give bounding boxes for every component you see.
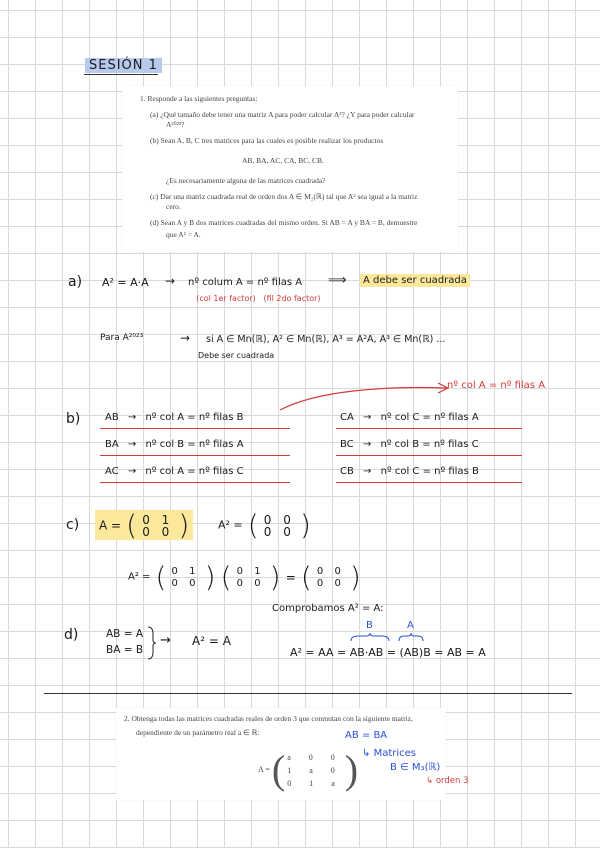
notes2-matrices: Matrices xyxy=(373,748,417,759)
brace-b-icon xyxy=(350,632,390,642)
matrix-body xyxy=(287,751,343,790)
underline-red xyxy=(336,482,522,483)
answer-d-hyp2: BA = B xyxy=(106,644,144,656)
arrow-icon: → xyxy=(127,439,137,450)
session-title xyxy=(85,58,162,73)
underline-red xyxy=(100,428,290,429)
session-underline xyxy=(84,74,158,75)
answer-c-a2 xyxy=(218,510,311,540)
product-relation: nº col B = nº filas C xyxy=(380,439,479,450)
answer-d-mark-b: B xyxy=(366,620,373,631)
underline-red xyxy=(100,482,290,483)
answer-a-implies: ⟹ xyxy=(328,273,347,288)
paren-close: ) xyxy=(269,560,281,594)
answer-a-note-fil: (fil 2do factor) xyxy=(263,294,321,303)
underline-red xyxy=(336,428,522,429)
arrow-icon: → xyxy=(127,412,137,423)
answer-d-arrow: → xyxy=(160,633,171,648)
answer-a-label: a) xyxy=(68,274,83,290)
answer-c-matrix-a xyxy=(95,510,193,540)
notes2-equation: AB = BA xyxy=(345,730,388,741)
session-title-text: SESIÓN 1 xyxy=(85,58,162,73)
product-label: BA xyxy=(105,439,119,450)
answer-a-condition: nº colum A = nº filas A xyxy=(188,277,303,288)
exercise1-line: (b) Sean A, B, C tres matrices para las cuales es posible realizar los productos xyxy=(150,136,384,145)
matrix-label: A = xyxy=(258,765,270,775)
matrix-label: A² = xyxy=(128,571,151,583)
notes2-order: ↳ orden 3 xyxy=(426,776,469,786)
answer-a-result xyxy=(360,275,470,286)
product-label: BC xyxy=(340,439,354,450)
answer-b-right-row xyxy=(340,412,479,423)
product-relation: nº col C = nº filas B xyxy=(380,466,479,477)
exercise1-line: ¿Es necesariamente alguna de las matrices cuadrada? xyxy=(166,176,326,185)
paren-close: ) xyxy=(349,560,361,594)
paren-open: ( xyxy=(220,560,232,594)
matrix-row: 0 1 xyxy=(236,565,265,577)
exercise1-line: (a) ¿Qué tamaño debe tener una matriz A para poder calcular A²? ¿Y para poder calcular xyxy=(150,110,415,119)
answer-d-check: Comprobamos A² = A: xyxy=(272,603,384,614)
answer-a-result-text: A debe ser cuadrada xyxy=(360,274,470,287)
product-label: CB xyxy=(340,466,354,477)
hook-arrow-icon: ↳ xyxy=(362,748,371,759)
paren-close: ) xyxy=(344,747,359,793)
matrix-row: 0 0 xyxy=(236,577,265,589)
arrow-icon: → xyxy=(362,439,372,450)
product-label: AC xyxy=(105,466,119,477)
answer-a-para: Para A²⁰²³ xyxy=(100,333,144,343)
underline-red xyxy=(100,455,290,456)
product-relation: nº col B = nº filas A xyxy=(145,439,244,450)
product-label: CA xyxy=(340,412,354,423)
matrix-label: A = xyxy=(99,518,122,533)
exercise1-line: 1. Responde a las siguientes preguntas: xyxy=(140,94,258,103)
matrix-row: 0 0 xyxy=(142,524,174,539)
product-relation: nº col C = nº filas A xyxy=(380,412,479,423)
answer-b-left-row xyxy=(105,466,244,477)
matrix-body xyxy=(172,566,200,590)
matrix-body xyxy=(264,514,295,538)
paren-open: ( xyxy=(247,508,259,542)
matrix-body xyxy=(317,566,345,590)
exercise1-card xyxy=(122,86,458,252)
arrow-icon: → xyxy=(363,412,372,423)
paren-open: ( xyxy=(126,508,138,542)
matrix-row: 1 a 0 xyxy=(287,765,343,775)
answer-d-proof: A² = AA = AB·AB = (AB)B = AB = A xyxy=(290,646,486,659)
paren-open: ( xyxy=(300,560,312,594)
paren-open: ( xyxy=(155,560,167,594)
brace-icon xyxy=(147,626,157,660)
answer-c-product xyxy=(128,562,361,592)
matrix-row: 0 0 xyxy=(316,577,345,589)
matrix-row: 0 0 xyxy=(263,524,295,539)
answer-b-right-row xyxy=(340,466,479,477)
section-divider xyxy=(44,693,572,694)
answer-b-left-row xyxy=(105,412,244,423)
matrix-body xyxy=(142,514,173,538)
matrix-row: a 0 0 xyxy=(287,752,343,762)
exercise2-line: dependiente de un parámetro real a ∈ ℝ: xyxy=(136,728,260,737)
product-label: AB xyxy=(105,412,119,423)
matrix-row: 0 1 xyxy=(171,565,200,577)
paren-close: ) xyxy=(178,508,190,542)
matrix-row: 0 0 xyxy=(171,577,200,589)
exercise1-line: cero. xyxy=(166,202,181,211)
matrix-label: A² = xyxy=(218,518,243,532)
matrix-row: 0 1 a xyxy=(287,778,343,788)
notes2-line xyxy=(362,748,416,759)
notes2-bset: B ∈ M₃(ℝ) xyxy=(390,762,441,773)
answer-c-label: c) xyxy=(66,517,80,533)
arrow-icon: → xyxy=(127,466,137,477)
answer-a-chain: si A ∈ Mn(ℝ), A² ∈ Mn(ℝ), A³ = A²A, A³ ∈ Mn(ℝ) ... xyxy=(206,334,446,345)
brace-a-icon xyxy=(398,632,424,642)
arrow-icon: → xyxy=(363,466,372,477)
answer-b-label: b) xyxy=(66,411,81,427)
answer-d-goal: A² = A xyxy=(192,634,231,648)
answer-d-label: d) xyxy=(64,627,79,643)
exercise1-line: A²⁰²³? xyxy=(166,120,185,129)
paren-close: ) xyxy=(204,560,216,594)
answer-d-mark-a: A xyxy=(407,620,414,631)
answer-a-equation: A² = A·A xyxy=(102,276,149,289)
answer-b-left-row xyxy=(105,439,244,450)
exercise1-line: AB, BA, AC, CA, BC, CB. xyxy=(242,156,324,165)
product-relation: nº col A = nº filas C xyxy=(145,466,244,477)
matrix-row: 0 0 xyxy=(263,512,295,527)
answer-b-right-row xyxy=(340,439,479,450)
paren-open: ( xyxy=(271,747,286,793)
answer-a-arrow2: → xyxy=(180,331,191,345)
matrix-body xyxy=(237,566,265,590)
exercise2-line: 2. Obtenga todas las matrices cuadradas reales de orden 3 que conmutan con la siguiente matriz, xyxy=(124,714,413,723)
equals-sign: = xyxy=(285,570,296,585)
exercise2-matrix xyxy=(258,748,358,792)
exercise1-line: (d) Sean A y B dos matrices cuadradas del mismo orden. Si AB = A y BA = B, demuestre xyxy=(150,218,418,227)
answer-b-callout: nº col A = nº filas A xyxy=(447,380,546,391)
paren-close: ) xyxy=(299,508,311,542)
answer-a-note-col: (col 1er factor) xyxy=(196,294,256,303)
exercise1-line: (c) Dar una matriz cuadrada real de orden dos A ∈ M₂(ℝ) tal que A² sea igual a la matriz xyxy=(150,192,418,201)
matrix-row: 0 0 xyxy=(316,565,345,577)
answer-a-arrow: → xyxy=(165,274,176,288)
answer-a-must: Debe ser cuadrada xyxy=(198,351,275,360)
product-relation: nº col A = nº filas B xyxy=(145,412,244,423)
exercise1-line: que A² = A. xyxy=(166,230,201,239)
answer-d-hyp1: AB = A xyxy=(106,628,144,640)
underline-red xyxy=(336,455,522,456)
matrix-row: 0 1 xyxy=(142,512,174,527)
